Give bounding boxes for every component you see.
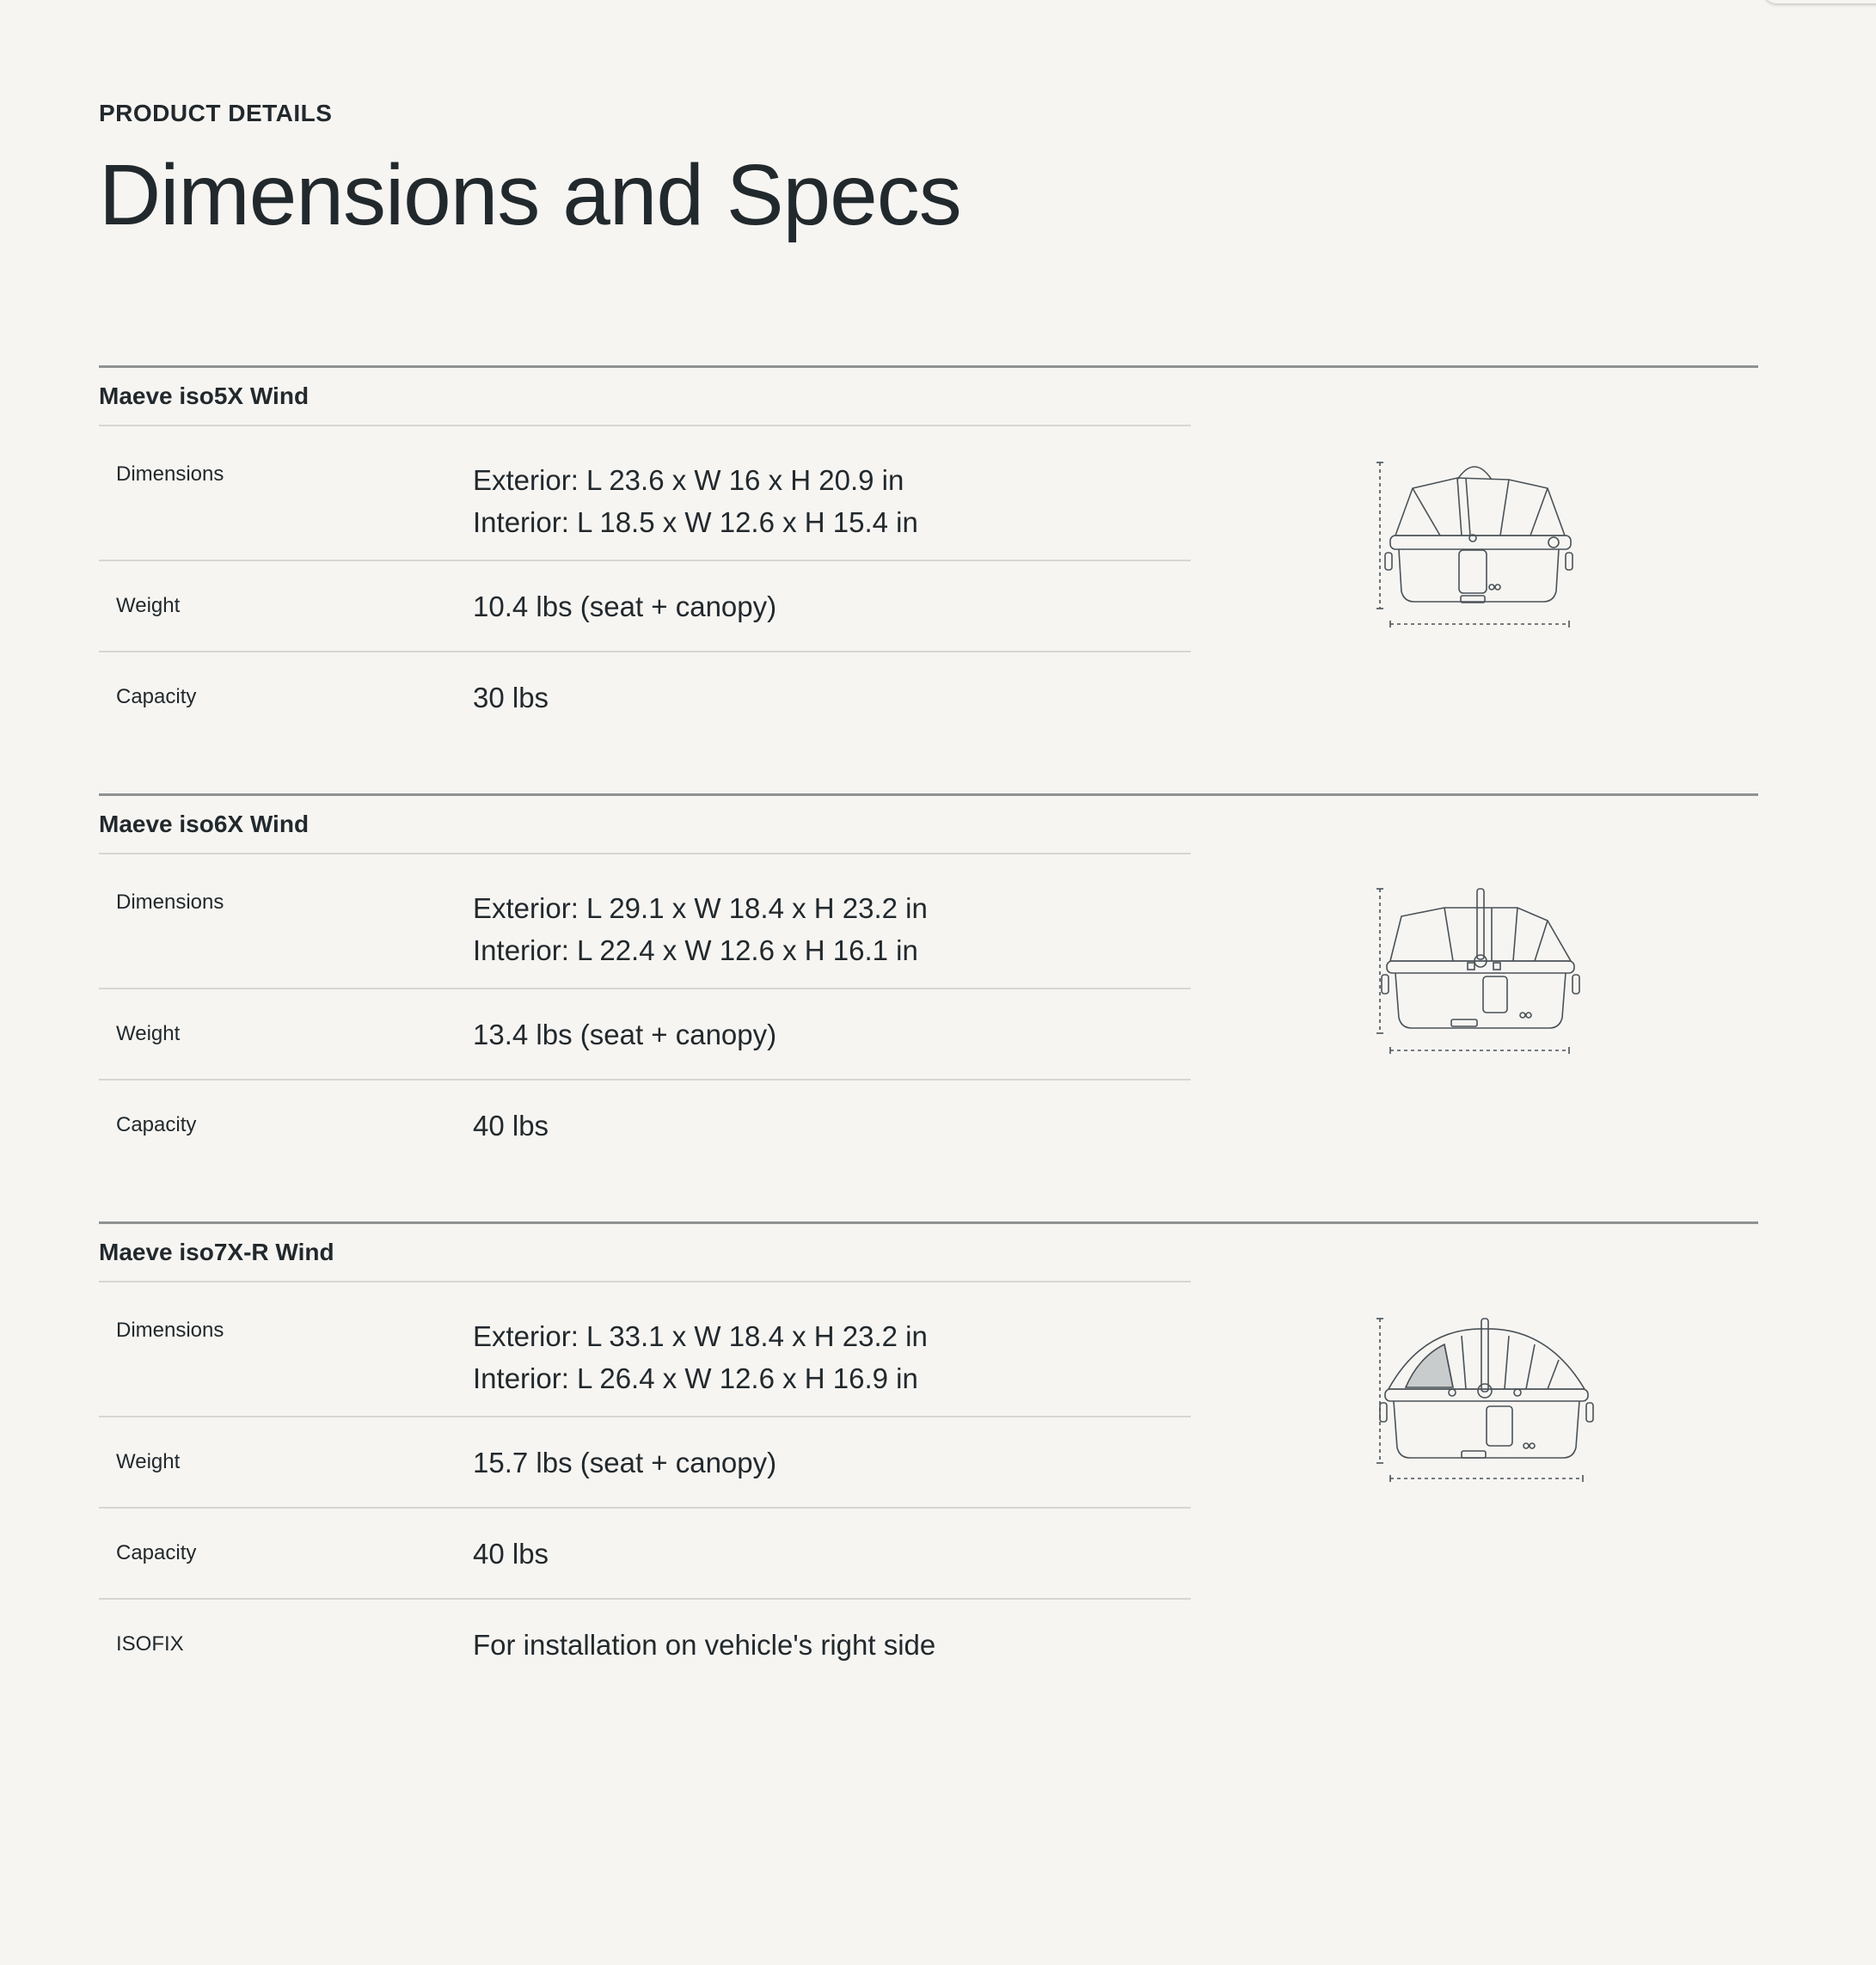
carrier-iso6x-icon: [1371, 882, 1621, 1071]
carrier-iso7x-r-icon: [1371, 1310, 1621, 1499]
product-name: Maeve iso6X Wind: [99, 796, 1191, 854]
product-iso5x: [99, 365, 1758, 793]
spec-value: 13.4 lbs (seat + canopy): [473, 1018, 777, 1050]
exterior-dimensions: Exterior: L 23.6 x W 16 x H 20.9 in: [473, 464, 904, 496]
spec-row-capacity: [99, 1509, 1191, 1600]
spec-row-capacity: [99, 652, 1191, 742]
interior-dimensions: Interior: L 22.4 x W 12.6 x H 16.1 in: [473, 934, 918, 966]
spec-table: [99, 1282, 1191, 1689]
product-iso6x: [99, 793, 1758, 1221]
page-title: Dimensions and Specs: [99, 147, 961, 243]
spec-table: [99, 854, 1191, 1170]
interior-dimensions: Interior: L 18.5 x W 12.6 x H 15.4 in: [473, 506, 918, 538]
spec-label: Capacity: [116, 1113, 197, 1136]
spec-value: [473, 426, 1191, 543]
spec-label: Weight: [116, 1022, 181, 1045]
spec-row-weight: [99, 989, 1191, 1080]
carrier-iso5x-icon: [1371, 454, 1621, 643]
spec-row-dimensions: [99, 1282, 1191, 1417]
spec-label: Dimensions: [116, 891, 224, 914]
spec-label: Dimensions: [116, 1319, 224, 1342]
exterior-dimensions: Exterior: L 29.1 x W 18.4 x H 23.2 in: [473, 892, 928, 924]
spec-label: Capacity: [116, 1541, 197, 1564]
product-name: Maeve iso5X Wind: [99, 368, 1191, 426]
spec-row-dimensions: [99, 426, 1191, 561]
spec-row-dimensions: [99, 854, 1191, 989]
exterior-dimensions: Exterior: L 33.1 x W 18.4 x H 23.2 in: [473, 1320, 928, 1352]
spec-row-weight: [99, 1417, 1191, 1509]
spec-label: Weight: [116, 1450, 181, 1473]
spec-value: 10.4 lbs (seat + canopy): [473, 590, 777, 622]
product-list: [99, 365, 1758, 1689]
spec-label: ISOFIX: [116, 1632, 184, 1656]
spec-label: Dimensions: [116, 462, 224, 486]
spec-label: Weight: [116, 594, 181, 617]
product-name: Maeve iso7X-R Wind: [99, 1224, 1191, 1282]
spec-value: 40 lbs: [473, 1537, 549, 1570]
spec-value: For installation on vehicle's right side: [473, 1628, 936, 1661]
spec-value: [473, 854, 1191, 971]
corner-widget: [1764, 0, 1876, 3]
section-eyebrow: PRODUCT DETAILS: [99, 100, 333, 126]
spec-label: Capacity: [116, 685, 197, 708]
spec-value: 15.7 lbs (seat + canopy): [473, 1446, 777, 1478]
spec-value: 30 lbs: [473, 681, 549, 713]
product-iso7x-r: [99, 1221, 1758, 1689]
spec-row-capacity: [99, 1080, 1191, 1170]
spec-row-weight: [99, 561, 1191, 652]
interior-dimensions: Interior: L 26.4 x W 12.6 x H 16.9 in: [473, 1362, 918, 1394]
spec-row-isofix: [99, 1600, 1191, 1689]
spec-value: 40 lbs: [473, 1109, 549, 1142]
spec-value: [473, 1282, 1191, 1399]
spec-table: [99, 426, 1191, 742]
